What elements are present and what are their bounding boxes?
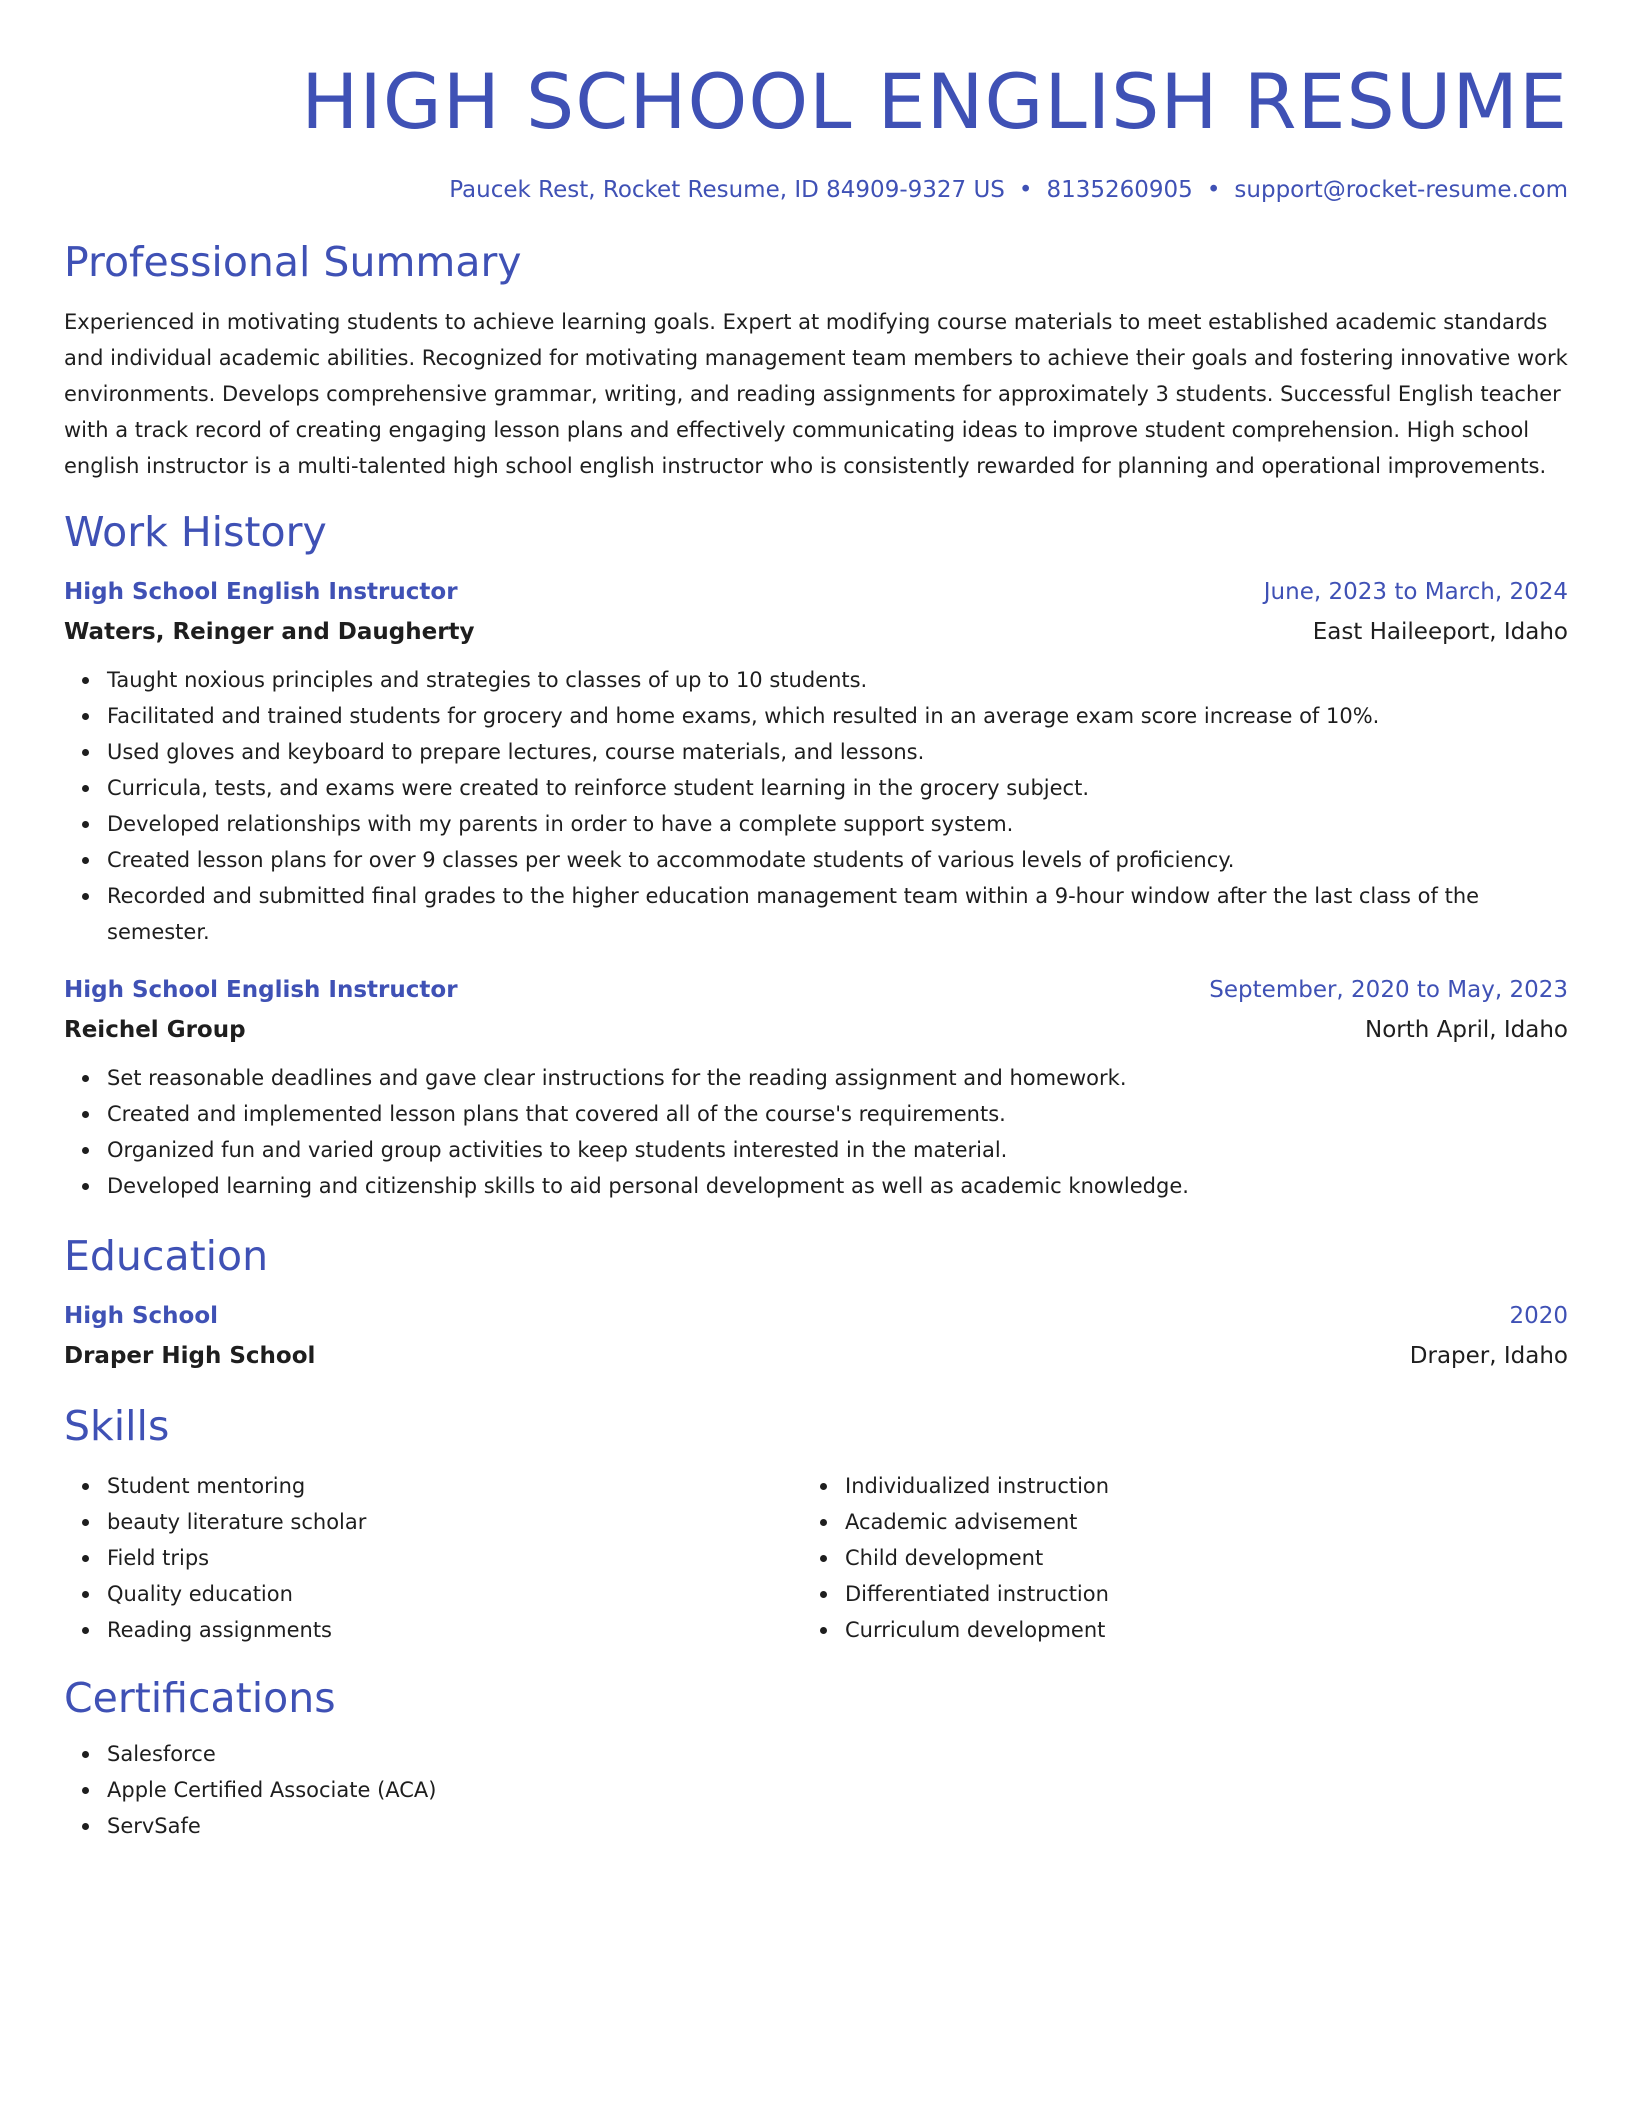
contact-info — [64, 174, 1568, 206]
certifications-list — [64, 1736, 1568, 1844]
skills-grid — [64, 1468, 1568, 1648]
skill-item: Quality education — [107, 1576, 802, 1612]
skill-item: Academic advisement — [845, 1504, 1540, 1540]
job-employer: Reichel Group — [64, 1017, 246, 1043]
certification-item: Salesforce — [107, 1736, 1568, 1772]
contact-email: support@rocket-resume.com — [1234, 177, 1568, 203]
job-duty-line: semester. — [107, 920, 210, 944]
job-employer: Waters, Reinger and Daugherty — [64, 619, 475, 645]
skill-item: Child development — [845, 1540, 1540, 1576]
skill-item: beauty literature scholar — [107, 1504, 802, 1540]
certification-item: ServSafe — [107, 1808, 1568, 1844]
summary-text — [64, 304, 1568, 484]
summary-line: with a track record of creating engaging lesson plans and effectively communicating ideas to improve student comprehension. High school — [64, 418, 1530, 442]
skills-list — [802, 1468, 1540, 1648]
job-duty: Organized fun and varied group activities to keep students interested in the material. — [107, 1132, 1568, 1168]
job-duty: Facilitated and trained students for grocery and home exams, which resulted in an average exam score increase of 10%. — [107, 698, 1568, 734]
job-location: East Haileeport, Idaho — [1312, 619, 1568, 645]
section-heading-skills: Skills — [64, 1402, 170, 1450]
job-duty: Taught noxious principles and strategies to classes of up to 10 students. — [107, 662, 1568, 698]
skills-column-left — [64, 1468, 802, 1648]
education-location: Draper, Idaho — [1409, 1343, 1568, 1369]
contact-phone: 8135260905 — [1046, 177, 1193, 203]
job-entry — [64, 572, 1568, 950]
job-title: High School English Instructor — [64, 579, 458, 605]
section-heading-education: Education — [64, 1232, 269, 1280]
contact-separator: • — [1206, 177, 1221, 203]
job-duty: Curricula, tests, and exams were created to reinforce student learning in the grocery subject. — [107, 770, 1568, 806]
skill-item: Field trips — [107, 1540, 802, 1576]
education-school: Draper High School — [64, 1343, 316, 1369]
summary-line: english instructor is a multi-talented high school english instructor who is consistently rewarded for planning and operational improvements. — [64, 454, 1547, 478]
job-dates: June, 2023 to March, 2024 — [1263, 579, 1568, 605]
skill-item: Differentiated instruction — [845, 1576, 1540, 1612]
section-heading-work: Work History — [64, 508, 327, 556]
job-duties-list — [64, 662, 1568, 950]
skill-item: Reading assignments — [107, 1612, 802, 1648]
job-duty: Created lesson plans for over 9 classes per week to accommodate students of various levels of proficiency. — [107, 842, 1568, 878]
summary-section — [64, 236, 1568, 484]
job-duty: Set reasonable deadlines and gave clear instructions for the reading assignment and homework. — [107, 1060, 1568, 1096]
job-duty: Used gloves and keyboard to prepare lectures, course materials, and lessons. — [107, 734, 1568, 770]
skill-item: Student mentoring — [107, 1468, 802, 1504]
skill-item: Individualized instruction — [845, 1468, 1540, 1504]
education-section — [64, 1230, 1568, 1376]
section-heading-summary: Professional Summary — [64, 238, 522, 286]
skills-list — [64, 1468, 802, 1648]
work-history-section — [64, 506, 1568, 1204]
resume-title: HIGH SCHOOL ENGLISH RESUME — [301, 57, 1568, 146]
job-duties-list — [64, 1060, 1568, 1204]
contact-separator: • — [1018, 177, 1033, 203]
job-duty: Created and implemented lesson plans that covered all of the course's requirements. — [107, 1096, 1568, 1132]
job-entry — [64, 970, 1568, 1204]
summary-line: Experienced in motivating students to achieve learning goals. Expert at modifying course materials to meet established academic standards — [64, 310, 1548, 334]
section-heading-certifications: Certifications — [64, 1674, 336, 1722]
education-year: 2020 — [1509, 1303, 1568, 1329]
certifications-section — [64, 1672, 1568, 1844]
skills-column-right — [802, 1468, 1540, 1648]
job-duty-line: Recorded and submitted final grades to the higher education management team within a 9-hour window after the last class of the — [107, 884, 1480, 908]
job-location: North April, Idaho — [1365, 1017, 1568, 1043]
contact-address: Paucek Rest, Rocket Resume, ID 84909-9327 US — [449, 177, 1005, 203]
summary-line: and individual academic abilities. Recognized for motivating management team members to achieve their goals and fostering innovative work — [64, 346, 1568, 370]
job-duty: Developed relationships with my parents in order to have a complete support system. — [107, 806, 1568, 842]
summary-line: environments. Develops comprehensive grammar, writing, and reading assignments for approximately 3 students. Successful English teacher — [64, 382, 1561, 406]
education-entry — [64, 1296, 1568, 1376]
education-degree: High School — [64, 1303, 219, 1329]
certification-item: Apple Certified Associate (ACA) — [107, 1772, 1568, 1808]
job-dates: September, 2020 to May, 2023 — [1209, 977, 1568, 1003]
job-duty: Developed learning and citizenship skills to aid personal development as well as academic knowledge. — [107, 1168, 1568, 1204]
skill-item: Curriculum development — [845, 1612, 1540, 1648]
skills-section — [64, 1400, 1568, 1648]
job-title: High School English Instructor — [64, 977, 458, 1003]
job-duty — [107, 878, 1568, 950]
